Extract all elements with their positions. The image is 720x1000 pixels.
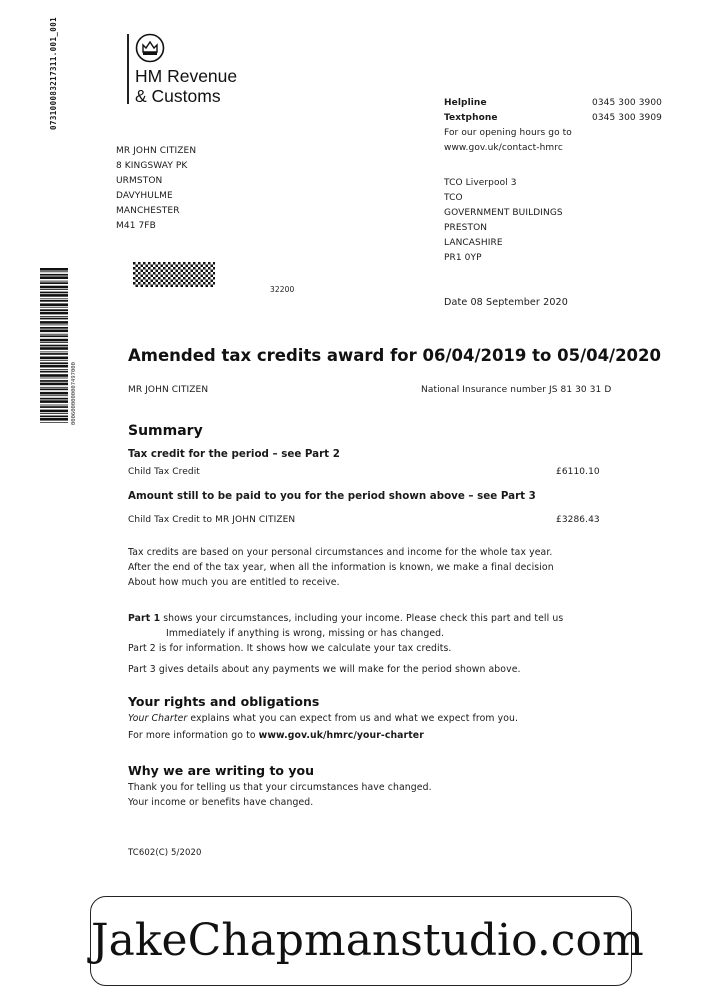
child-tax-credit-amount: £6110.10	[556, 467, 600, 477]
paragraph-line: About how much you are entitled to receive.	[128, 577, 340, 588]
office-line: PR1 0YP	[444, 253, 482, 263]
claimant-name: MR JOHN CITIZEN	[128, 385, 209, 395]
why-line: Your income or benefits have changed.	[128, 797, 314, 808]
textphone-label: Textphone	[444, 113, 498, 123]
charter-link[interactable]: www.gov.uk/hmrc/your-charter	[258, 730, 424, 741]
logo-divider	[127, 34, 129, 104]
helpline-number: 0345 300 3900	[592, 98, 663, 108]
side-barcode-number: 0006000000007497000	[71, 362, 77, 425]
postal-matrix-code	[133, 262, 215, 287]
charter-text: explains what you can expect from us and what we expect from you.	[187, 713, 519, 724]
side-barcode	[40, 268, 68, 423]
address-line: 8 KINGSWAY PK	[116, 161, 188, 171]
crown-crest-icon	[135, 33, 165, 63]
why-line: Thank you for telling us that your circumstances have changed.	[128, 782, 432, 793]
contact-link[interactable]: www.gov.uk/contact-hmrc	[444, 143, 563, 153]
intro-paragraph	[128, 545, 554, 590]
letter-title: Amended tax credits award for 06/04/2019 to 05/04/2020	[128, 346, 662, 365]
reference-code: 32200	[270, 285, 295, 294]
summary-heading: Summary	[128, 423, 203, 439]
address-line: URMSTON	[116, 176, 163, 186]
rights-heading: Your rights and obligations	[128, 694, 320, 709]
paragraph-line: After the end of the tax year, when all the information is known, we make a final decision	[128, 562, 554, 573]
why-heading: Why we are writing to you	[128, 763, 314, 778]
parts-list	[128, 611, 563, 677]
why-text	[128, 780, 432, 810]
payee-amount: £3286.43	[556, 515, 600, 525]
hmrc-logo-text	[135, 66, 237, 106]
logo-line-2: & Customs	[135, 86, 221, 106]
office-line: GOVERNMENT BUILDINGS	[444, 208, 563, 218]
contact-block	[444, 96, 684, 156]
textphone-number: 0345 300 3909	[592, 113, 663, 123]
helpline-label: Helpline	[444, 98, 487, 108]
part3-text: Part 3 gives details about any payments we will make for the period shown above.	[128, 664, 521, 675]
office-line: LANCASHIRE	[444, 238, 503, 248]
national-insurance-number: National Insurance number JS 81 30 31 D	[421, 385, 612, 395]
letter-title-wrap	[128, 346, 661, 365]
paragraph-line: Tax credits are based on your personal circumstances and income for the whole tax year.	[128, 547, 553, 558]
letter-date: Date 08 September 2020	[444, 297, 568, 308]
recipient-address	[116, 144, 196, 234]
watermark-banner: JakeChapmanstudio.com	[90, 896, 632, 986]
logo-line-1: HM Revenue	[135, 66, 238, 86]
form-code: TC602(C) 5/2020	[128, 848, 202, 858]
child-tax-credit-label: Child Tax Credit	[128, 467, 200, 477]
address-line: MANCHESTER	[116, 206, 180, 216]
opening-hours-text: For our opening hours go to	[444, 128, 572, 138]
tax-credit-period-heading: Tax credit for the period – see Part 2	[128, 448, 340, 460]
more-info-text: For more information go to	[128, 730, 259, 741]
office-line: TCO Liverpool 3	[444, 178, 517, 188]
charter-line	[128, 711, 518, 726]
amount-to-pay-heading: Amount still to be paid to you for the period shown above – see Part 3	[128, 490, 536, 502]
address-line: DAVYHULME	[116, 191, 173, 201]
part1-text: shows your circumstances, including your income. Please check this part and tell us	[160, 613, 564, 624]
office-line: PRESTON	[444, 223, 488, 233]
part1-label: Part 1	[128, 613, 161, 624]
office-line: TCO	[444, 193, 463, 203]
charter-emphasis: Your Charter	[128, 713, 188, 724]
side-reference-code: 073100083217311.001_001	[49, 16, 58, 130]
address-line: MR JOHN CITIZEN	[116, 146, 197, 156]
part1-continuation: Immediately if anything is wrong, missing or has changed.	[166, 628, 445, 639]
part2-text: Part 2 is for information. It shows how we calculate your tax credits.	[128, 643, 452, 654]
office-address	[444, 176, 563, 266]
address-line: M41 7FB	[116, 221, 156, 231]
payee-label: Child Tax Credit to MR JOHN CITIZEN	[128, 515, 296, 525]
more-info-line	[128, 728, 424, 743]
